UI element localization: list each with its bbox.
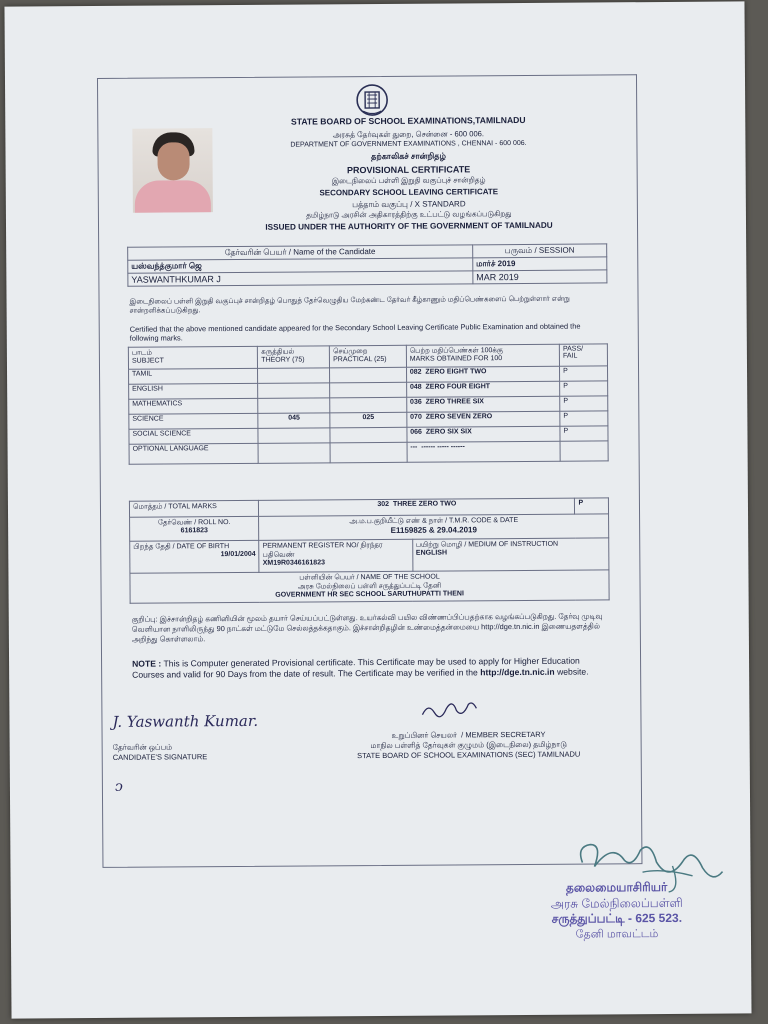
medium-cell: பயிற்று மொழி / MEDIUM OF INSTRUCTION ENGLISH [412,538,609,571]
issued-tamil: தமிழ்நாடு அரசின் அதிகாரத்திற்கு உட்பட்டு வழங்கப்படுகிறது [306,209,512,220]
school-stamp [497,880,737,943]
medium-value: ENGLISH [415,549,448,557]
certificate-paper [4,1,751,1018]
note-paragraph: NOTE : This is Computer generated Provisional certificate. This Certificate may be used to apply for Higher Education Courses and valid for 90 Days from the date of result. The Certificate may be verified in the http://dge.tn.nic.in website. [132,655,589,680]
certified-english: Certified that the above mentioned candidate appeared for the Secondary School Leaving Certificate Public Examination and obtained the following marks. [129,321,581,343]
note-text: This is Computer generated Provisional certificate. This Certificate may be used to apply for Higher Education Courses and valid for 90 Days from the date of result. The Certificate may be verified in the [132,655,580,680]
remark-tamil: குறிப்பு: இச்சான்றிதழ் கணினியின் மூலம் தயார் செய்யப்பட்டுள்ளது. உயர்கல்வி பயில விண்ணப்பிப்பதற்காக வழங்கப்படுகிறது. தேர்வு முடிவு வெளியான நாளிலிருந்து 90 நாட்கள் மட்டுமே செல்லத்தக்கதாகும். இச்சான்றிதழின் உண்மைத்தன்மையை http://dge.tn.nic.in இணையதளத்தில் அறிந்து கொள்ளலாம். [131,611,603,644]
register-cell: PERMANENT REGISTER NO/ நிரந்தர பதிவெண் XM19R0346161823 [259,539,412,572]
session-label: பருவம் / SESSION [473,244,607,258]
marks-table [128,343,609,464]
school-name: GOVERNMENT HR SEC SCHOOL SARUTHUPATTI THENI [275,590,464,599]
roll-cell: தேர்வெண் / ROLL NO. 6161823 [130,516,259,541]
total-result: P [575,498,609,514]
table-row: OPTIONAL LANGUAGE --- ------ ----- ------ [129,441,608,464]
date-of-birth: 19/01/2004 [220,550,256,559]
name-label: தேர்வரின் பெயர் / Name of the Candidate [128,245,473,260]
provisional-tamil: தற்காலிகச் சான்றிதழ் [371,151,446,162]
candidate-photo [132,128,213,213]
total-marks: 302 THREE ZERO TWO [259,498,575,516]
sslc-tamil: இடைநிலைப் பள்ளி இறுதி வகுப்புச் சான்றிதழ் [331,175,486,186]
details-table [129,497,610,603]
header-practical: செய்முறை PRACTICAL (25) [330,345,407,368]
school-name-tamil: அரசு மேல்நிலைப் பள்ளி சருத்துப்பட்டி தேனி [297,582,442,591]
candidate-name-tamil: யஸ்வந்த்குமார் ஜெ [128,258,473,273]
dob-cell: பிறந்த தேதி / DATE OF BIRTH 19/01/2004 [130,540,260,573]
candidate-table [127,243,607,286]
verify-link[interactable]: http://dge.tn.nic.in [480,666,555,678]
table-row: SOCIAL SCIENCE 066 ZERO SIX SIX P [129,426,608,444]
header-obtained: பெற்ற மதிப்பெண்கள் 100க்கு MARKS OBTAINED FOR 100 [406,344,559,367]
provisional-title: PROVISIONAL CERTIFICATE [346,164,471,176]
register-number: XM19R0346161823 [262,559,326,567]
table-row: SCIENCE 045 025 070 ZERO SEVEN ZERO P [129,411,608,429]
certificate-border [97,74,643,868]
tmr-cell: அ.ம.ப.குறியீட்டு எண் & நாள் / T.M.R. CODE & DATE E1159825 & 29.04.2019 [259,514,609,540]
stamp-line-1: தலைமையாசிரியர் [565,879,668,895]
school-cell: பள்ளியின் பெயர் / NAME OF THE SCHOOL அரசு மேல்நிலைப் பள்ளி சருத்துப்பட்டி தேனி GOVERNMENT HR SEC SCHOOL SARUTHUPATTI THENI [130,570,609,603]
candidate-handwritten-signature: J. Yaswanth Kumar. [112,711,259,731]
tmr-code: E1159825 & 29.04.2019 [390,525,477,535]
board-title: STATE BOARD OF SCHOOL EXAMINATIONS,TAMILNADU [290,114,526,127]
total-label: மொத்தம் / TOTAL MARKS [129,500,258,517]
header-subject: பாடம் SUBJECT [128,346,257,369]
stamp-line-4: தேனி மாவட்டம் [575,927,659,941]
header-pass-fail: PASS/ FAIL [559,344,607,366]
stamp-line-2: அரசு மேல்நிலைப்பள்ளி [550,895,683,911]
table-row: ENGLISH 048 ZERO FOUR EIGHT P [129,381,608,399]
session-value: MAR 2019 [473,270,607,284]
candidate-name: YASWANTHKUMAR J [128,271,473,286]
header-theory: கருத்தியல் THEORY (75) [258,346,330,369]
table-row: TAMIL 082 ZERO EIGHT TWO P [129,366,608,384]
roll-number: 6161823 [180,527,208,535]
candidate-signature-label: தேர்வரின் ஒப்பம் CANDIDATE'S SIGNATURE [112,742,208,762]
secretary-signature-icon [418,696,478,722]
dept-english: DEPARTMENT OF GOVERNMENT EXAMINATIONS , CHENNAI - 600 006. [290,139,527,149]
secretary-label: உறுப்பினர் செயலர் / MEMBER SECRETARY மாநில பள்ளித் தேர்வுகள் குழுமம் (இடைநிலை) தமிழ்நாடு STATE BOARD OF SCHOOL EXAMINATIONS (SEC) TAMILNADU [357,729,581,760]
note-label: NOTE : [132,658,162,669]
pen-mark-icon: ↄ [114,778,123,795]
issued-english: ISSUED UNDER THE AUTHORITY OF THE GOVERNMENT OF TAMILNADU [265,220,553,232]
table-row: MATHEMATICS 036 ZERO THREE SIX P [129,396,608,414]
certified-tamil: இடைநிலைப் பள்ளி இறுதி வகுப்புச் சான்றிதழ் பொதுத் தேர்வெழுதிய மேற்கண்ட தேர்வர் கீழ்காணும் மதிப்பெண்களைப் பெற்றுள்ளார் என்று சான்றளிக்கப்படுகிறது. [129,295,570,315]
dept-tamil: அரசுத் தேர்வுகள் துறை, சென்னை - 600 006. [332,129,485,140]
sslc-title: SECONDARY SCHOOL LEAVING CERTIFICATE [319,187,499,198]
standard-label: பத்தாம் வகுப்பு / X STANDARD [352,199,466,210]
stamp-line-3: சருத்துப்பட்டி - 625 523. [551,911,683,926]
tamilnadu-emblem-icon [356,83,388,117]
session-tamil: மார்ச் 2019 [473,257,607,271]
